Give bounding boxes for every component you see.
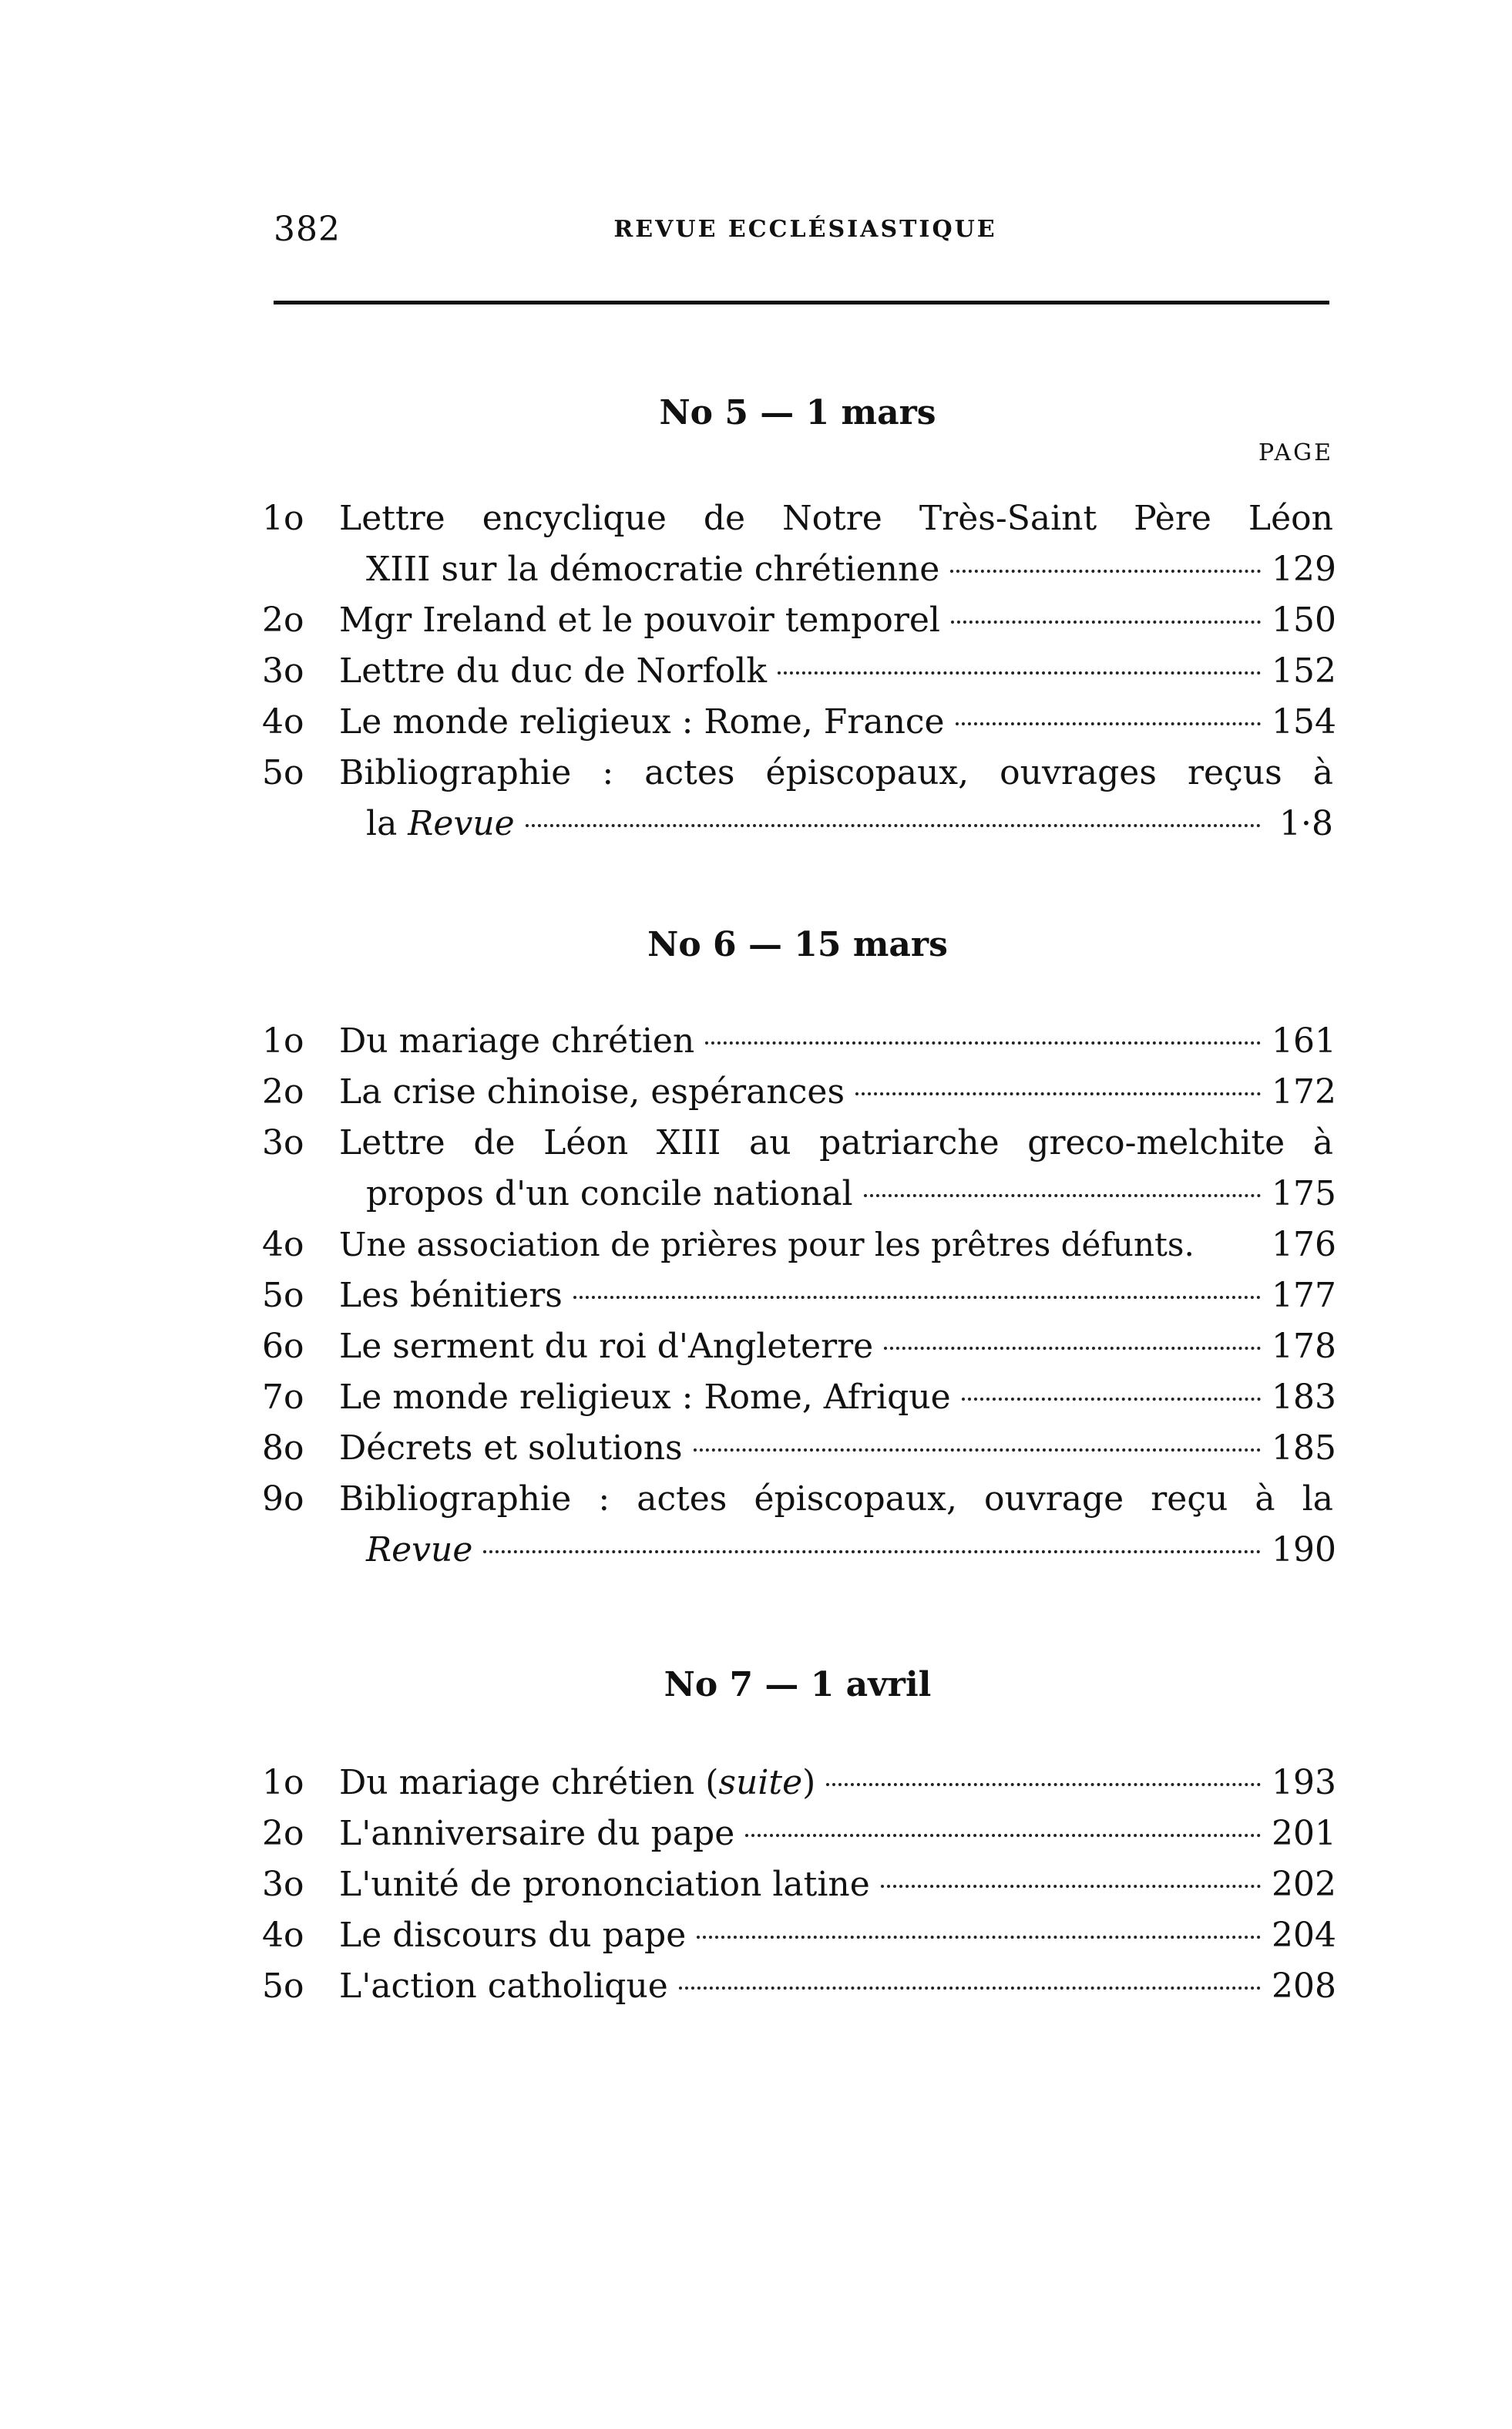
entry-page: 185 xyxy=(1272,1428,1336,1468)
entry-title-main: Du mariage chrétien ( xyxy=(339,1763,719,1802)
entry-number: 1o xyxy=(262,499,304,538)
entry-page: 154 xyxy=(1272,702,1336,742)
entry-number: 7o xyxy=(262,1378,304,1417)
entry-line xyxy=(339,1220,1336,1270)
dot-leader xyxy=(694,1448,1261,1452)
entry-title-text: Une association de prières pour les prêtres défunts. xyxy=(339,1226,1194,1263)
entry-title-line1: Bibliographie : actes épiscopaux, ouvrage reçu à la xyxy=(339,1479,1333,1519)
entry-title-text xyxy=(366,799,515,849)
entry-title-line1: Lettre de Léon XIII au patriarche greco-melchite à xyxy=(339,1123,1333,1162)
entry-title-text: XIII sur la démocratie chrétienne xyxy=(366,550,940,589)
entry-title-italic: suite xyxy=(718,1763,803,1802)
page-column-label: PAGE xyxy=(1258,439,1333,466)
entry-page: 152 xyxy=(1272,651,1336,691)
dot-leader xyxy=(956,722,1261,725)
dot-leader xyxy=(483,1550,1261,1553)
entry-number: 4o xyxy=(262,1916,304,1955)
entry-number: 3o xyxy=(262,1123,304,1162)
dot-leader xyxy=(881,1885,1261,1888)
entry-page: 175 xyxy=(1272,1174,1336,1213)
dot-leader xyxy=(697,1936,1261,1939)
entry-title-italic: Revue xyxy=(366,1530,473,1569)
entry-title-text: Lettre du duc de Norfolk xyxy=(339,651,768,691)
entry-page: 161 xyxy=(1272,1021,1336,1061)
entry-line xyxy=(339,1067,1336,1118)
entry-page: 190 xyxy=(1272,1530,1336,1569)
entry-title-line1: Bibliographie : actes épiscopaux, ouvrages reçus à xyxy=(339,753,1333,792)
entry-title-suffix: ) xyxy=(802,1763,816,1802)
entry-line xyxy=(339,1859,1336,1910)
entry-title-line2 xyxy=(366,1525,1336,1576)
entry-number: 8o xyxy=(262,1428,304,1468)
header-rule xyxy=(274,301,1329,304)
entry-title-text xyxy=(339,1758,815,1808)
entry-page: 201 xyxy=(1272,1814,1336,1853)
dot-leader xyxy=(705,1041,1261,1045)
dot-leader xyxy=(884,1347,1261,1350)
dot-leader xyxy=(950,570,1261,573)
dot-leader xyxy=(573,1296,1261,1299)
entry-number: 5o xyxy=(262,753,304,792)
entry-number: 5o xyxy=(262,1966,304,2006)
entry-page: 150 xyxy=(1272,601,1336,640)
entry-line xyxy=(339,1961,1336,2012)
entry-title-text: Le monde religieux : Rome, Afrique xyxy=(339,1378,951,1417)
entry-line xyxy=(339,1016,1336,1067)
entry-title-text: Le serment du roi d'Angleterre xyxy=(339,1327,874,1366)
entry-title-text: L'anniversaire du pape xyxy=(339,1814,735,1853)
section-title: No 7 — 1 avril xyxy=(664,1665,932,1704)
entry-title-text: L'unité de prononciation latine xyxy=(339,1865,870,1904)
entry-page: 193 xyxy=(1272,1763,1336,1802)
entry-line xyxy=(339,1321,1336,1372)
entry-line xyxy=(339,697,1336,748)
dot-leader xyxy=(778,671,1261,675)
entry-title-text: Du mariage chrétien xyxy=(339,1021,695,1061)
entry-line xyxy=(339,1758,1336,1808)
dot-leader xyxy=(826,1783,1261,1786)
entry-number: 9o xyxy=(262,1479,304,1519)
entry-page: 172 xyxy=(1272,1072,1336,1112)
dot-leader xyxy=(526,824,1261,827)
entry-title-line2 xyxy=(366,799,1333,849)
entry-number: 6o xyxy=(262,1327,304,1366)
entry-title-text: Décrets et solutions xyxy=(339,1428,683,1468)
entry-number: 1o xyxy=(262,1021,304,1061)
entry-line xyxy=(339,1270,1336,1321)
entry-number: 4o xyxy=(262,702,304,742)
entry-page: 204 xyxy=(1272,1916,1336,1955)
page-number: 382 xyxy=(274,210,341,249)
entry-number: 4o xyxy=(262,1225,304,1264)
dot-leader xyxy=(745,1834,1261,1837)
entry-page: 176 xyxy=(1272,1225,1336,1264)
section-title: No 5 — 1 mars xyxy=(659,393,936,432)
entry-page: 202 xyxy=(1272,1865,1336,1904)
entry-title-text: La crise chinoise, espérances xyxy=(339,1072,845,1112)
entry-number: 1o xyxy=(262,1763,304,1802)
entry-number: 2o xyxy=(262,1814,304,1853)
entry-line xyxy=(339,595,1336,646)
entry-page: 183 xyxy=(1272,1378,1336,1417)
entry-title-text: Le discours du pape xyxy=(339,1916,687,1955)
entry-title-text: Le monde religieux : Rome, France xyxy=(339,702,945,742)
entry-line xyxy=(339,646,1336,697)
dot-leader xyxy=(679,1987,1261,1990)
entry-number: 2o xyxy=(262,1072,304,1112)
entry-line xyxy=(339,1423,1336,1474)
entry-title-text: Mgr Ireland et le pouvoir temporel xyxy=(339,601,940,640)
entry-page: 177 xyxy=(1272,1276,1336,1315)
entry-title-line2 xyxy=(366,544,1336,595)
entry-number: 3o xyxy=(262,1865,304,1904)
entry-title-italic: Revue xyxy=(408,804,515,843)
entry-number: 2o xyxy=(262,601,304,640)
entry-page: 1·8 xyxy=(1279,804,1333,843)
entry-line xyxy=(339,1910,1336,1961)
running-title: REVUE ECCLÉSIASTIQUE xyxy=(613,216,997,243)
entry-title-prefix: la xyxy=(366,804,408,843)
entry-title-text: Les bénitiers xyxy=(339,1276,563,1315)
entry-page: 178 xyxy=(1272,1327,1336,1366)
page-header xyxy=(274,210,1329,256)
entry-number: 3o xyxy=(262,651,304,691)
entry-title-text: propos d'un concile national xyxy=(366,1174,853,1213)
entry-page: 208 xyxy=(1272,1966,1336,2006)
entry-title-line1: Lettre encyclique de Notre Très-Saint Père Léon xyxy=(339,499,1333,538)
entry-line xyxy=(339,1808,1336,1859)
entry-title-line2 xyxy=(366,1169,1336,1220)
dot-leader xyxy=(951,621,1261,624)
entry-title-text: L'action catholique xyxy=(339,1966,668,2006)
dot-leader xyxy=(962,1398,1261,1401)
dot-leader xyxy=(855,1092,1261,1095)
dot-leader xyxy=(1205,1245,1261,1248)
entry-number: 5o xyxy=(262,1276,304,1315)
entry-line xyxy=(339,1372,1336,1423)
section-title: No 6 — 15 mars xyxy=(647,925,948,964)
dot-leader xyxy=(864,1194,1261,1197)
entry-page: 129 xyxy=(1272,550,1336,589)
